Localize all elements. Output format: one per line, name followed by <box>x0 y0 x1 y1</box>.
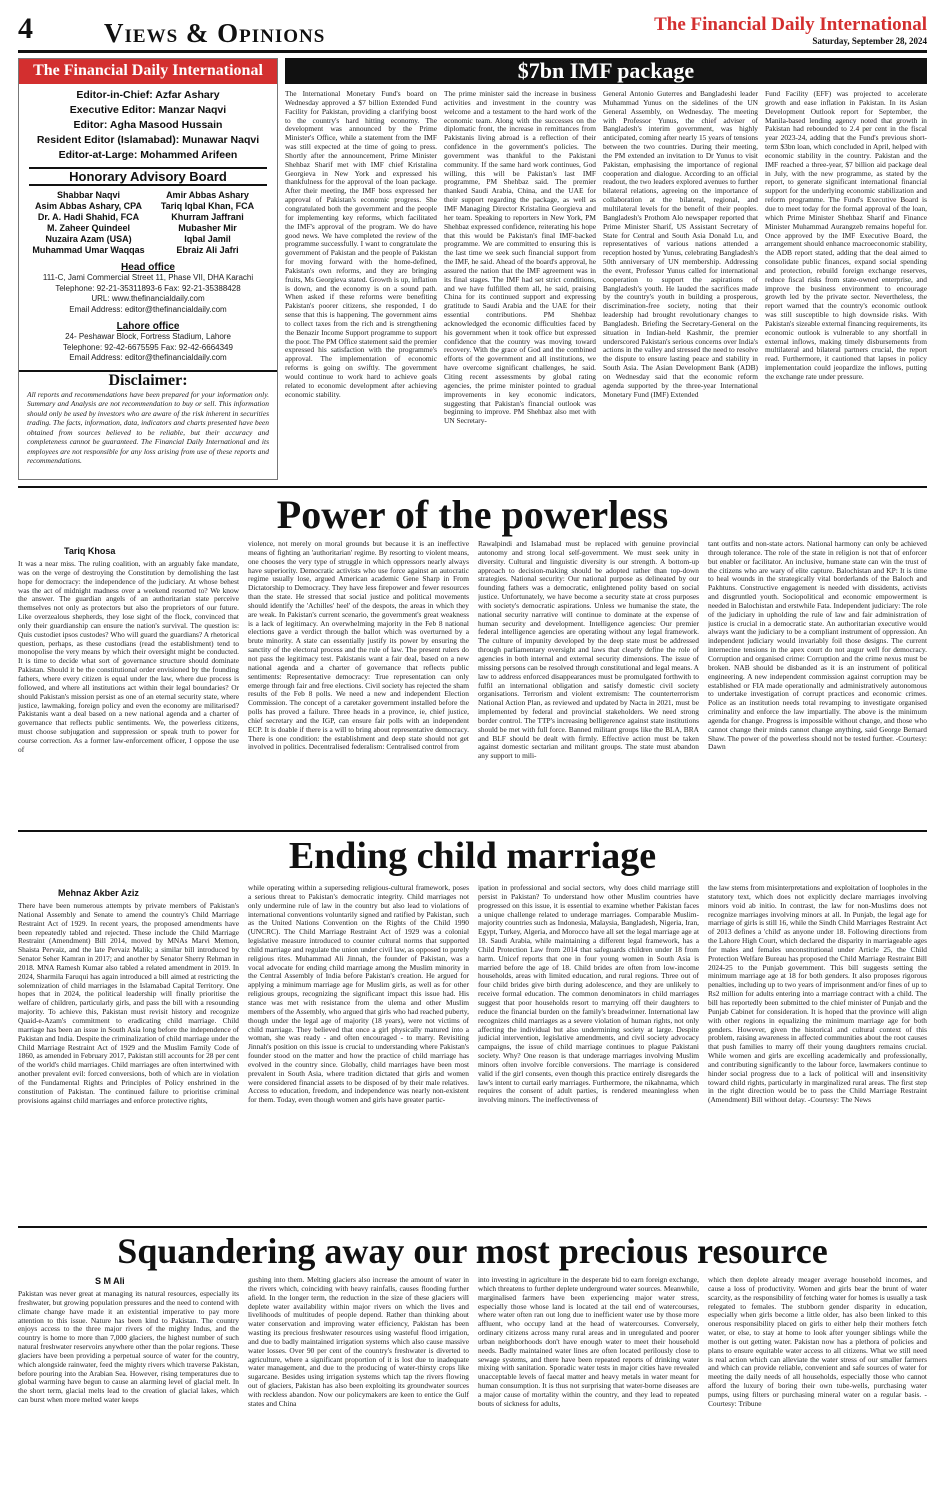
address-line: Email Address: editor@thefinancialdaily.com <box>69 353 227 362</box>
section-divider <box>18 1226 927 1228</box>
editor-list <box>19 84 277 163</box>
article-column: General Antonio Guterres and Bangladeshi leader Muhammad Yunus on the sidelines of the UN General Assembly, on Wednesday. The meeting with Professor Yunus, the chief adviser of Bangladesh's interim government, was highly anticipated, coming after nearly 15 years of tensions between the two countries. During their meeting, the PM extended an invitation to Dr Yunus to visit Pakistan, emphasising the importance of regional cooperation and dialogue. According to an official readout, the two leaders explored avenues to further bilateral relations, agreeing on the importance of collaboration at the bilateral, regional, and multilateral levels for the benefit of their peoples. Bangladesh's Prothom Alo newspaper reported that Prime Minister Sharif, US Assistant Secretary of State for Central and South Asia Donald Lu, and representatives of various nations attended a reception hosted by Yunus, celebrating Bangladesh's 50th anniversary of UN membership. Addressing the event, Professor Yunus called for international cooperation to support the aspirations of Bangladesh's youth. He lauded the sacrifices made by the country's youth in building a prosperous, discrimination-free society, noting that their leadership had brought revolutionary changes to Bangladesh. Briefing the Secretary-General on the situation in Indian-held Kashmir, the premier underscored Pakistan's serious concerns over India's actions in the valley and stressed the need to resolve the dispute to ensure lasting peace and stability in South Asia. The Asian Development Bank (ADB) on Wednesday said that the economic reform agenda supported by the three-year International Monetary Fund (IMF) Extended <box>603 90 758 399</box>
section-divider <box>18 830 927 832</box>
editor-line: Editor-in-Chief: Azfar Ashary <box>76 89 220 101</box>
masthead: The Financial Daily International <box>654 14 927 35</box>
child-marriage-headline: Ending child marriage <box>288 835 657 877</box>
article-column: The International Monetary Fund's board on Wednesday approved a $7 billion Extended Fund Facility for Pakistan, providing a clarifying boost to the country's hard hitting economy. The development was announced by the Prime Minister's Office, while a statement from the IMF was still expected at the time of going to press. Shortly after the announcement, Prime Minister Shehbaz Sharif met with IMF chief Kristalina Georgieva in New York and expressed his thankfulness for the approval of the loan package. After their meeting, the IMF boss expressed her approval of Pakistan's economic progress. She congratulated both the government and the people for implementing key reforms, which facilitated the IMF's approval of the program. We do have good news. We have completed the review of the programme successfully. I want to congratulate the government of Pakistan and the people of Pakistan for moving forward with the home-defined, Pakistan's own reforms, and they are bringing fruits, Ms Georgieva stated. Growth is up, inflation is down, and the economy is on a sound path. When asked if these reforms were benefiting Pakistan's poorer citizens, she responded, I do sense that this is happening. The government aims to collect taxes from the rich and is strengthening the Benazir Income Support programme to support the poor. The PM Office statement said the premier expressed his satisfaction with the programme's approval. The implementation of economic reforms is going on swiftly. The government would continue to work hard to achieve goals related to economic development after achieving economic stability. <box>285 90 437 399</box>
editor-line: Executive Editor: Manzar Naqvi <box>69 104 227 116</box>
board-member: Dr. A. Hadi Shahid, FCA <box>37 212 140 222</box>
board-member: Asim Abbas Ashary, CPA <box>34 201 143 211</box>
section-divider <box>18 486 927 488</box>
lahore-office-title: Lahore office <box>116 321 180 332</box>
board-member: Muhammad Umar Waqqas <box>32 245 145 255</box>
article-column: gushing into them. Melting glaciers also increase the amount of water in the rivers which, coinciding with heavy rainfalls, causes flooding further afield. In the longer term, the reduction in the size of these glaciers will deplete water availability within major rivers on which the lives and livelihoods of multitudes of people depend. Rather than thinking about water conservation and improving water efficiency, Pakistan has been wasting its precious freshwater resources using wasteful flood irrigation, and due to badly maintained irrigation systems which also cause massive water losses. Over 90 per cent of the country's freshwater is diverted to agriculture, where a significant proportion of it is lost due to inadequate water management, and due to the producing of water-thirsty crops like sugarcane. Besides using irrigation systems which tap the rivers flowing out of glaciers, Pakistan has also been exploiting its groundwater sources with reckless abandon. Now our policymakers are keen to entice the Gulf states and China <box>248 1276 469 1408</box>
head-office-title: Head office <box>121 262 175 273</box>
section-title: Views & Opinions <box>104 18 326 48</box>
editor-line: Resident Editor (Islamabad): Munawar Naqvi <box>36 134 260 146</box>
article-column: There have been numerous attempts by private members of Pakistan's National Assembly and Senate to amend the country's Child Marriage Restraint Act of 1929. In recent years, the proposed amendments have been repeatedly tabled and rejected. These include the Child Marriage Restraint (Amendment) Bill 2014, moved by MNAs Marvi Memon, Shaista Pervaiz, and the late Pervaiz Malik; a similar bill introduced by Senator Seher Kamran in 2017; and another by Senator Sherry Rehman in 2018. MNA Ramesh Kumar also tabled a related amendment in 2019. In 2024, Sharmila Faruqui has again introduced a bill aimed at restricting the solemnization of child marriages in the Islamabad Capital Territory. One hopes that in 2024, the political leadership will finally prioritise the welfare of children, particularly girls, and pass the bill with a resounding majority. To achieve this, Pakistan must revisit history and recognize Quaid-e-Azam's commitment to eradicating child marriage. Child marriage has been an issue in South Asia long before the independence of Pakistan and India. Despite the criminalization of child marriage under the Child Marriage Restraint Act of 1929 and the Muslim Family Code of 1860, as amended in February 2017, Pakistan still accounts for 28 per cent of the world's child marriages. Child marriages are often intertwined with another prevalent evil: forced conversions, both of which are in violation of the Fundamental Rights and Principles of Policy enshrined in the constitution of Pakistan. The continued failure to prioritise criminal provisions against child marriages and enforce protective rights, <box>18 902 239 1105</box>
imf-headline: $7bn IMF package <box>285 58 927 84</box>
address-line: URL: www.thefinancialdaily.com <box>91 294 205 303</box>
disclaimer-title: Disclaimer: <box>19 370 277 390</box>
board-member: Khurram Jaffrani <box>171 212 244 222</box>
article-column: It was a near miss. The ruling coalition, with an arguably fake mandate, was on the verge of destroying the Constitution by demolishing the last hope for democracy: the independence of the judiciary. At whose behest was the act of midnight madness over a weekend resorted to? We know the answer. The guardian angels of an authoritarian state perceive themselves not only as protectors but also the proprietors of our future. Like overzealous shepherds, they lose sight of the flock, convinced that only their guardianship can ensure the nation's survival. The question is: Quis custodiet ipsos custodes? Who will guard the guardians? A rhetorical question, perhaps, as these custodians (read the establishment) tend to monopolise the very means by which their oversight might be conducted. It is time to decide what sort of governance structure should dominate Pakistan. Should it be the constitutional order envisioned by the founding fathers, where every citizen is equal under the law, where due process is followed, and where all institutions act within their legal boundaries? Or should Pakistan's mission persist as one of an eternal security state, where justice, lawmaking, foreign policy and even the economy are militarised? Pakistanis want a deal based on a new national agenda and a charter of governance that reflects public sentiments. We, the powerless citizens, must choose subjugation and suppression or speak truth to power for course correction. As a former law-enforcement officer, I oppose the use of <box>18 560 239 754</box>
article-column: Rawalpindi and Islamabad must be replaced with genuine provincial autonomy and strong local self-government. We must seek unity in diversity. Cultural and linguistic diversity is our strength. A bottom-up approach to decision-making should be adopted rather than top-down strategies. National security: Our national purpose as delineated by our founding fathers was a democratic, enlightened polity based on social justice. Unfortunately, we have become a security state at cross purposes with society's democratic aspirations. Unless we humanise the state, the national security narrative will continue to dominate at the expense of human security and development. Intelligence agencies: Our premier federal intelligence agencies are operating without any legal framework. The culture of impunity developed by the deep state must be addressed through parliamentary oversight and laws that clearly define the role of agencies in both internal and external security dimensions. The issue of missing persons can be resolved through constitutional and legal means. A law to address enforced disappearances must be promulgated forthwith to fulfil an international obligation and satisfy domestic civil society organisations. Terrorism and violent extremism: The counterterrorism National Action Plan, as reviewed and updated by Nacta in 2021, must be implemented by federal and provincial stakeholders. We need strong border control. The TTP's increasing belligerence against state institutions should be met with full force. Banned militant groups like the BLA, BRA and BLF should be dealt with firmly. Effective action must be taken against domestic sectarian and militant groups. The state must abandon any support to mili- <box>478 540 699 761</box>
board-member: Tariq Iqbal Khan, FCA <box>160 201 255 211</box>
advisory-board-list <box>19 190 277 256</box>
editor-line: Editor: Agha Masood Hussain <box>73 119 223 131</box>
address-line: 111-C, Jami Commercial Street 11, Phase VII, DHA Karachi <box>42 273 254 282</box>
address-line: 24- Peshawar Block, Fortress Stadium, Lahore <box>65 332 231 341</box>
article-column: Fund Facility (EFF) was projected to accelerate growth and ease inflation in Pakistan. In its Asian Development Outlook report for September, the Manila-based lending agency noted that growth in Pakistan had rebounded to 2.4 per cent in the fiscal year 2023-24, adding that the Fund's previous short-term $3bn loan, which concluded in April, helped with economic stability in the country. Pakistan and the IMF reached a three-year, $7 billion aid package deal in July, with the new programme, as stated by the report, to generate significant international financial support for the underlying economic stabilization and reform programme. The Fund's Executive Board is due to meet today for the formal approval of the loan, which Prime Minister Shehbaz Sharif and Finance Minister Muhammad Aurangzeb remains hopeful for. Once approved by the IMF Executive Board, the arrangement should enhance macroeconomic stability, the ADB report stated, adding that the deal aimed to consolidate public finances, expand social spending and protection, rebuild foreign exchange reserves, reduce fiscal risks from state-owned enterprise, and improve the business environment to encourage growth led by the private sector. Nevertheless, the report warned that the country's economic outlook was still susceptible to high downside risks. With Pakistan's sizeable external financing requirements, its economic outlook is vulnerable to any shortfall in external inflows, making timely disbursements from multilateral and bilateral partners crucial, the report read. Furthermore, it cautioned that lapses in policy implementation could jeopardize the inflows, putting the exchange rate under pressure. <box>765 90 927 381</box>
page-number: 4 <box>18 12 33 45</box>
article-column: into investing in agriculture in the desperate bid to earn foreign exchange, which threatens to further deplete underground water sources. Meanwhile, marginalised farmers have been experiencing major water stress, especially those whose land is located at the tail end of watercourses, where water often ran out long due to inefficient water use by those more affluent, who occupy land at the head of watercourses. Conversely, ordinary citizens across many rural areas and in unregulated and poorer urban neighborhoods don't have enough water to meet their household needs. Badly maintained water lines are often located perilously close to sewage systems, and there have been repeated reports of drinking water mixing with sanitation. Sporadic water tests in major cities have revealed unacceptable levels of faecal matter and heavy metals in water meant for human consumption. It is thus not surprising that water-borne diseases are a major cause of mortality within the country, and they lead to repeated bouts of sickness for adults, <box>478 1276 699 1408</box>
board-member: Iqbal Jamil <box>184 234 231 244</box>
board-right-column <box>148 190 267 256</box>
board-member: Amir Abbas Ashary <box>166 190 249 200</box>
page-header <box>18 14 927 53</box>
article-column: the law stems from misinterpretations and exploitation of loopholes in the statutory text, which does not explicitly declare marriages involving minors void ab initio. In contrast, the law for non-Muslims does not recognize marriages involving minors at all. In Punjab, the legal age for marriage of girls is still 16, while the Sindh Child Marriages Restraint Act of 2013 defines a 'child' as anyone under 18. Following directions from the Lahore High Court, which declared the disparity in marriageable ages for males and females unconstitutional under Article 25, the Child Protection Welfare Bureau has proposed the Child Marriage Restraint Bill 2024-25 to the Punjab government. This bill suggests setting the minimum marriage age at 18 for both genders. It also proposes rigorous penalties, including up to two years of imprisonment and/or fines of up to Rs2 million for adults entering into a marriage contract with a child. The bill has reportedly been submitted to the chief minister of Punjab and the Punjab Cabinet for consideration. It is hoped that the province will align with other regions in equalizing the minimum marriage age for both genders. However, given the historical and cultural context of this problem, raising awareness in affected communities about the root causes that push families to marry off their young daughters remains crucial. While women and girls are excelling academically and professionally, and contributing significantly to the labour force, lawmakers continue to hinder social progress due to a lack of political will and insensitivity toward child rights, particularly in marginalized rural areas. The first step in the right direction would be to pass the Child Marriage Restraint (Amendment) Bill without delay. -Courtesy: The News <box>708 884 927 1105</box>
article-column: violence, not merely on moral grounds but because it is an ineffective means of fighting an 'authoritarian' regime. By resorting to violent means, one chooses the very type of struggle in which oppressors nearly always have superiority. Democratic activists who use force against an autocratic regime usually lose, argued American academic Gene Sharp in From Dictatorship to Democracy. They have less firepower and fewer resources than the state. He stressed that social justice and political movements should identify the 'Achilles' heel' of the despots, the areas in which they are weak. In Pakistan's current scenario, the government's great weakness is a lack of legitimacy. An overwhelming majority in the Feb 8 national elections gave a verdict through the ballot which was overturned by a brute minority. A state can essentially justify its power by ensuring the sanctity of the electoral process and the rule of law. The present rulers do not pass the legitimacy test. Pakistanis want a fair deal, based on a new national agenda and a charter of governance that reflects public sentiments: Representative democracy: True representation can only emerge through fair and free elections. Civil society has rejected the sham results of the Feb 8 polls. We need a new and independent Election Commission. The concept of a caretaker government installed before the polls has proved a failure. Three heads in a province, ie, chief justice, chief secretary and the IGP, can ensure fair polls with an independent ECP. It is doable if there is a will to bring about representative democracy. There is one condition: the establishment and deep state should not get involved in politics. Decentralised federalism: Centralised control from <box>248 540 469 752</box>
child-marriage-byline: Mehnaz Akber Aziz <box>58 888 139 898</box>
advisory-board-title: Honorary Advisory Board <box>29 167 267 186</box>
article-column: The prime minister said the increase in business activities and investment in the country was welcome and a testament to the hard work of the economic team. Along with the successes on the diplomatic front, the increase in remittances from Pakistanis living abroad is a reflection of their confidence in the government's policies. The government was thankful to the Pakistani community. If the same hard work continues, God willing, this will be Pakistan's last IMF programme, PM Shehbaz said. The premier thanked Saudi Arabia, China, and the UAE for their support regarding the package, as well as IMF Managing Director Kristalina Georgieva and her team. Speaking to reporters in New York, PM Shehbaz expressed confidence, reiterating his hope that this would be Pakistan's final IMF-backed programme. We are committed to ensuring this is the last time we seek such financial support from the IMF, he said. Ahead of the board's approval, he assured the nation that the IMF agreement was in its final stages. The IMF had set strict conditions, and we have fulfilled them all, he said, praising China for its continued support and expressing gratitude to Saudi Arabia and the UAE for their essential contributions. PM Shehbaz acknowledged the economic difficulties faced by his government when it took office but expressed confidence that the country was moving toward recovery. With the grace of God and the combined efforts of the government and all institutions, we have overcome significant challenges, he said. Citing recent assessments by global rating agencies, the prime minister pointed to gradual improvements in key economic indicators, suggesting that Pakistan's financial outlook was beginning to improve. PM Shehbaz also met with UN Secretary- <box>444 90 596 426</box>
staff-box-title: The Financial Daily International <box>19 59 277 84</box>
head-office-address <box>19 273 277 315</box>
board-member: M. Zaheer Quindeel <box>46 223 131 233</box>
article-column: tant outfits and non-state actors. National harmony can only be achieved through tolerance. The role of the state in religion is not that of enforcer but enabler or facilitator. An inclusive, humane state can win the trust of the citizens who are wary of elite capture. Balochistan and KP: It is time to heal wounds in the strategically vital borderlands of the Baloch and Pakhtuns. Constructive engagement is needed with dissidents, activists and disgruntled youth. Sociopolitical and economic empowerment is needed in Balochistan and erstwhile Fata. Independent judiciary: The role of the judiciary in upholding the rule of law and fair administration of justice is crucial in a democratic state. An authoritarian executive would always want the judiciary to be a compliant instrument of oppression. An independent judiciary would invariably foil those designs. The current internecine tensions in the apex court do not augur well for democracy. Corruption and organised crime: Corruption and the crime nexus must be broken. NAB should be disbanded as it is an instrument of political engineering. A new independent commission against corruption may be established or FIA made operationally and administratively autonomous to undertake investigation of corrupt practices and economic crimes. Police as an institution needs total revamping to investigate organised criminality and enforce the law impartially. The above is the minimum agenda for change. Progress is impossible without change, and those who cannot change their minds cannot change anything, said George Bernard Shaw. The power of the powerless should not be tested further. -Courtesy: Dawn <box>708 540 927 752</box>
article-column: which then deplete already meager average household incomes, and cause a loss of productivity. Women and girls bear the brunt of water scarcity, as the responsibility of fetching water for homes is usually a task relegated to females. The stubborn gender disparity in education, especially when girls become a little older, has also been linked to this onerous responsibility placed on girls to either help their mothers fetch water, or else, to stay at home to look after younger siblings while the mother is out getting water. Pakistan now has a plethora of policies and plans to ensure equitable water access to all citizens. What we still need is real action which can alleviate the water stress of our smaller farmers and which can provide reliable, convenient and safe sources of water for meeting the daily needs of all households, especially those who cannot afford the luxury of boring their own tube-wells, purchasing water pumps, using filters or purchasing mineral water on a regular basis. -Courtesy: Tribune <box>708 1276 927 1408</box>
editor-line: Editor-at-Large: Mohammed Arifeen <box>58 149 238 161</box>
lahore-office-address <box>19 332 277 364</box>
board-member: Nuzaira Azam (USA) <box>45 234 132 244</box>
board-member: Ebraiz Ali Jafri <box>176 245 239 255</box>
powerless-byline: Tariq Khosa <box>64 546 116 556</box>
water-headline: Squandering away our most precious resource <box>117 1231 828 1271</box>
powerless-headline: Power of the powerless <box>276 492 669 537</box>
issue-date: Saturday, September 28, 2024 <box>812 36 927 46</box>
article-column: ipation in professional and social sectors, why does child marriage still persist in Pakistan? To understand how other Muslim countries have progressed on this issue, it is essential to examine whether Pakistan faces a unique challenge related to underage marriages. Comparable Muslim-majority countries such as Indonesia, Malaysia, Bangladesh, Nigeria, Iran, Egypt, Turkey, Algeria, and Morocco have all set the legal marriage age at 18. Saudi Arabia, while maintaining a different legal framework, has a Child Protection Law from 2014 that safeguards children under 18 from harm. Unicef reports that one in four young women in South Asia is married before the age of 18. Child brides are often from low-income households, areas with limited education, and rural regions. Three out of four child brides give birth during adolescence, and they are unlikely to receive formal education. The common denominators in child marriages suggest that poor households resort to marrying off their daughters to reduce the financial burden on the family's breadwinner. International law recognizes child marriages as a severe violation of human rights, not only affecting the individual but also undermining society at large. Despite judicial intervention, legislative amendments, and civil society advocacy campaigns, the issue of child marriage continues to plague Pakistani society. Why? One reason is that underage marriages involving Muslim minors often involve forcible conversions. The marriage is considered valid if the girl consents, even though this practice entirely disregards the law's intent to curtail early marriages. Furthermore, the nikahnama, which requires the consent of adult parties, is rendered meaningless when involving minors. The ineffectiveness of <box>478 884 699 1105</box>
disclaimer-text: All reports and recommendations have been prepared for your information only. Summary and Analysis are not recommendation to buy or sell. This information should only be used by investors who are aware of the risk inherent in securities trading. The facts, information, data, indicators and charts presented have been obtained from sources believed to be reliable, but their accuracy and completeness cannot be guaranteed. The Financial Daily International and its employees are not responsible for any loss arising from use of these reports and recommendations. <box>27 389 269 465</box>
board-member: Mubasher Mir <box>178 223 237 233</box>
address-line: Telephone: 92-42-6675595 Fax: 92-42-6664349 <box>63 342 233 352</box>
water-byline: S M Ali <box>95 1276 125 1286</box>
address-line: Telephone: 92-21-35311893-6 Fax: 92-21-35388428 <box>55 283 241 293</box>
article-column: Pakistan was never great at managing its natural resources, especially its freshwater, but growing population pressures and the need to contend with climate change have made it an existential imperative to pay more attention to this issue. Nature has been kind to Pakistan. The country enjoys access to the three major rivers of the mighty Indus, and the country is home to more than 7,000 glaciers, the highest number of such natural freshwater reservoirs anywhere other than the polar regions. These glaciers have been providing a perpetual source of water for the country, which alongside rainwater, feed the mighty rivers which traverse Pakistan, before pouring into the Arabian Sea. However, rising temperatures due to global warming have begun to cause an alarming level of glacial melt. In the short term, glacial melts lead to the creation of glacial lakes, which can burst when more melted water keeps <box>18 1290 239 1405</box>
address-line: Email Address: editor@thefinancialdaily.com <box>69 304 227 314</box>
board-left-column <box>29 190 148 256</box>
staff-box <box>18 58 278 480</box>
article-column: while operating within a superseding religious-cultural framework, poses a serious threat to Pakistan's democratic integrity. Child marriages not only undermine rule of law in the country but also lead to violations of international conventions voluntarily signed and ratified by Pakistan, such as the United Nations Convention on the Rights of the Child 1990 (UNCRC). The Child Marriage Restraint Act of 1929 was a colonial legislative measure introduced to counter cultural norms that supported child marriage and regulate the union under civil law, as opposed to purely religious rites. Muhammad Ali Jinnah, the founder of Pakistan, was a vocal advocate for ending child marriage among the Muslim minority in the Central Assembly of India before Pakistan's creation. He argued for applying a minimum marriage age for Muslim girls, as well as for other religious groups, recognizing the significant impact this issue had. His stance was met with resistance from the ulema and other Muslim members of the Assembly, who argued that girls who had reached puberty, though under the legal age of majority (18 years), were not victims of child marriage. They believed that once a girl physically matured into a woman, she was ready - and often encouraged - to marry. Revisiting Jinnah's position on this issue is crucial to understanding where Pakistan's founder stood on the matter and how the practice of child marriage has evolved in the country since. Globally, child marriages have been most prevalent in South Asia, where tradition dictated that girls and women were considered financial assets to be disposed of by their male relatives. Access to education, freedom, and independence was nearly non-existent for them. Today, even though women and girls have greater partic- <box>248 884 469 1105</box>
board-member: Shabbar Naqvi <box>56 190 121 200</box>
